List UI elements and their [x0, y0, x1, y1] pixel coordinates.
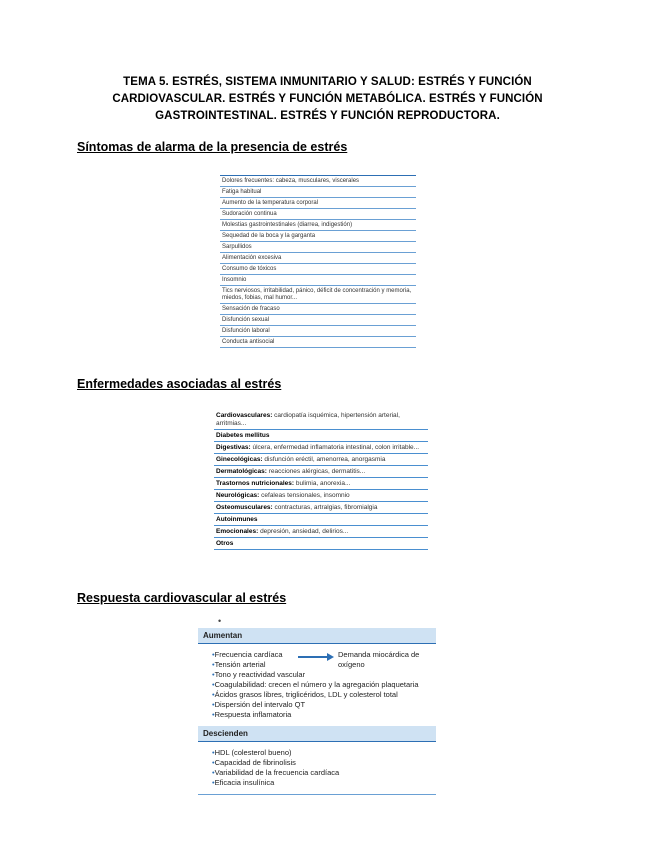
list-item: • Dispersión del intervalo QT [212, 700, 436, 710]
decrease-header: Descienden [198, 726, 436, 742]
table-row: Sarpullidos [220, 242, 416, 253]
row-text: contracturas, artralgias, fibromialgia [272, 504, 378, 511]
list-item: • HDL (colesterol bueno) [212, 748, 436, 758]
list-item: • Variabilidad de la frecuencia cardíaca [212, 768, 436, 778]
section-heading-cardio: Respuesta cardiovascular al estrés [77, 591, 287, 605]
increase-list [198, 644, 436, 726]
table-row [214, 526, 428, 538]
table-row: Alimentación excesiva [220, 253, 416, 264]
row-label: Osteomusculares: [216, 504, 273, 511]
table-row: Insomnio [220, 275, 416, 286]
list-item: • Capacidad de fibrinolisis [212, 758, 436, 768]
row-label: Neurológicas: [216, 492, 260, 499]
row-label: Autoinmunes [216, 516, 258, 523]
table-row: Sensación de fracaso [220, 304, 416, 315]
table-row [214, 502, 428, 514]
table-row: Disfunción sexual [220, 315, 416, 326]
table-row [214, 454, 428, 466]
row-text: cefaleas tensionales, insomnio [259, 492, 350, 499]
table-row: Tics nerviosos, irritabilidad, pánico, déficit de concentración y memoria, miedos, fobias, mal humor... [220, 286, 416, 304]
symptoms-table [220, 175, 416, 348]
row-text: úlcera, enfermedad inflamatoria intestinal, colon irritable... [250, 444, 420, 451]
row-label: Cardiovasculares: [216, 412, 273, 419]
table-row: Disfunción laboral [220, 326, 416, 337]
table-row [214, 538, 428, 550]
increase-header: Aumentan [198, 628, 436, 644]
row-label: Digestivas: [216, 444, 251, 451]
page-title [60, 74, 595, 125]
row-label: Otros [216, 540, 234, 547]
row-text: depresión, ansiedad, delirios... [258, 528, 349, 535]
section-heading-symptoms: Síntomas de alarma de la presencia de estrés [77, 140, 348, 154]
list-item: • Tono y reactividad vascular [212, 670, 436, 680]
row-text: cardiopatía isquémica, hipertensión arterial, arritmias... [216, 412, 400, 427]
table-row [214, 478, 428, 490]
section-heading-diseases: Enfermedades asociadas al estrés [77, 377, 282, 391]
title-line: CARDIOVASCULAR. ESTRÉS Y FUNCIÓN METABÓLICA. ESTRÉS Y FUNCIÓN [112, 93, 543, 105]
diseases-table [214, 410, 428, 550]
list-item: • Respuesta inflamatoria [212, 710, 436, 720]
table-row: Aumento de la temperatura corporal [220, 198, 416, 209]
table-row: Conducta antisocial [220, 337, 416, 348]
table-row: Consumo de tóxicos [220, 264, 416, 275]
table-row [214, 430, 428, 442]
row-label: Emocionales: [216, 528, 259, 535]
table-row: Molestias gastrointestinales (diarrea, indigestión) [220, 220, 416, 231]
arrow-right-icon [298, 653, 334, 661]
list-item: • Coagulabilidad: crecen el número y la agregación plaquetaria [212, 680, 436, 690]
table-row: Sudoración continua [220, 209, 416, 220]
demand-text: Demanda miocárdica de oxígeno [338, 650, 420, 669]
cardio-figure [198, 628, 436, 795]
title-line: TEMA 5. ESTRÉS, SISTEMA INMUNITARIO Y SALUD: ESTRÉS Y FUNCIÓN [123, 76, 532, 88]
row-text: reacciones alérgicas, dermatitis... [266, 468, 366, 475]
table-row [214, 490, 428, 502]
table-row: Dolores frecuentes: cabeza, musculares, viscerales [220, 176, 416, 187]
table-row [214, 442, 428, 454]
title-line: GASTROINTESTINAL. ESTRÉS Y FUNCIÓN REPRODUCTORA. [155, 110, 500, 122]
table-row [214, 466, 428, 478]
table-row [214, 410, 428, 430]
list-item: • Frecuencia cardíaca [212, 650, 436, 660]
list-item: • Tensión arterial [212, 660, 436, 670]
table-row: Fatiga habitual [220, 187, 416, 198]
row-label: Diabetes mellitus [216, 432, 270, 439]
row-text: bulimia, anorexia... [294, 480, 351, 487]
decrease-list [198, 742, 436, 795]
list-item: • Ácidos grasos libres, triglicéridos, LDL y colesterol total [212, 690, 436, 700]
table-row [214, 514, 428, 526]
row-label: Ginecológicas: [216, 456, 263, 463]
row-text: disfunción eréctil, amenorrea, anorgasmia [262, 456, 386, 463]
row-label: Dermatológicas: [216, 468, 267, 475]
row-label: Trastornos nutricionales: [216, 480, 295, 487]
list-item: • Eficacia insulínica [212, 778, 436, 788]
table-row: Sequedad de la boca y la garganta [220, 231, 416, 242]
stray-bullet: • [218, 616, 222, 626]
